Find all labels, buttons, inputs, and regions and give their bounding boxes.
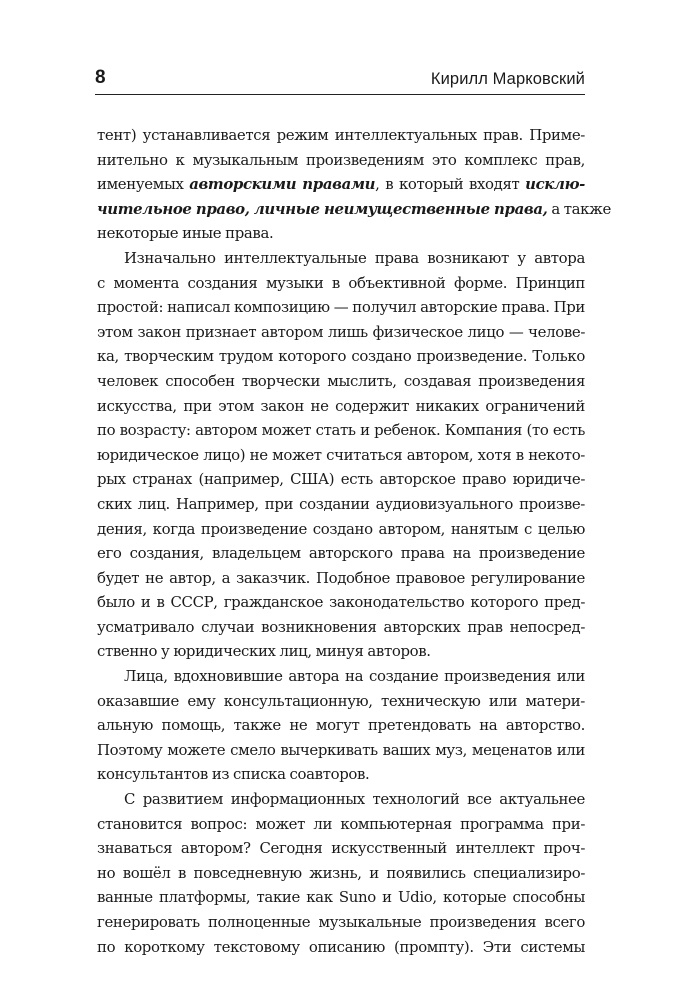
text-run: а также <box>547 199 611 218</box>
text-line <box>97 148 585 173</box>
text-run: ка, творческим трудом которого создано произведение. Только <box>97 347 585 366</box>
text-run: , в который входят <box>375 175 526 194</box>
author-name: Кирилл Марковский <box>430 70 585 88</box>
text-line <box>97 738 585 763</box>
text-line <box>97 910 585 935</box>
text-run: этом закон признает автором лишь физическое лицо — челове- <box>97 322 585 341</box>
text-line <box>97 517 585 542</box>
text-run: знаваться автором? Сегодня искусственный интеллект проч- <box>97 839 585 858</box>
text-run: альную помощь, также не могут претендовать на авторство. <box>97 716 585 735</box>
text-line <box>97 394 585 419</box>
text-line <box>97 246 585 271</box>
text-run: именуемых <box>97 175 190 194</box>
text-run: было и в СССР, гражданское законодательство которого пред- <box>97 593 585 612</box>
text-line <box>97 861 585 886</box>
text-line <box>97 590 585 615</box>
text-run: дения, когда произведение создано автором, нанятым с целью <box>97 519 585 538</box>
text-run: оказавшие ему консультационную, техническую или матери- <box>97 691 585 710</box>
text-run: усматривало случаи возникновения авторских прав непосред- <box>97 617 585 636</box>
emphasized-term: исклю- <box>525 175 585 194</box>
text-line <box>97 344 585 369</box>
text-line <box>97 492 585 517</box>
text-line <box>97 689 585 714</box>
text-run: по короткому текстовому описанию (промпту). Эти системы <box>97 937 585 956</box>
text-run: ственно у юридических лиц, минуя авторов. <box>97 642 431 661</box>
text-run: Лица, вдохновившие автора на создание произведения или <box>124 667 585 686</box>
paragraph <box>97 787 585 959</box>
text-run: человек способен творчески мыслить, создавая произведения <box>97 371 585 390</box>
text-run: искусства, при этом закон не содержит никаких ограничений <box>97 396 585 415</box>
text-run: некоторые иные права. <box>97 224 274 243</box>
text-line <box>97 369 585 394</box>
text-line <box>97 221 585 246</box>
emphasized-term: чительное право, личные неимущественные права, <box>97 199 548 218</box>
text-run: по возрасту: автором может стать и ребенок. Компания (то есть <box>97 421 585 440</box>
text-line <box>97 935 585 960</box>
text-run: рых странах (например, США) есть авторское право юридиче- <box>97 470 585 489</box>
text-line <box>97 836 585 861</box>
text-line <box>97 541 585 566</box>
text-line <box>97 443 585 468</box>
text-run: но вошёл в повседневную жизнь, и появились специализиро- <box>97 863 585 882</box>
text-run: консультантов из списка соавторов. <box>97 765 370 784</box>
paragraph <box>97 123 611 246</box>
text-line <box>97 418 585 443</box>
text-run: юридическое лицо) не может считаться автором, хотя в некото- <box>97 445 585 464</box>
text-line <box>97 762 585 787</box>
text-line <box>97 885 585 910</box>
text-line <box>97 664 585 689</box>
text-run: ванные платформы, такие как Suno и Udio, которые способны <box>97 888 585 907</box>
text-line <box>97 713 585 738</box>
text-line <box>97 172 585 197</box>
text-run: Изначально интеллектуальные права возникают у автора <box>124 248 585 267</box>
text-line <box>97 467 585 492</box>
text-run: будет не автор, а заказчик. Подобное правовое регулирование <box>97 568 585 587</box>
text-line <box>97 639 585 664</box>
text-run: становится вопрос: может ли компьютерная программа при- <box>97 814 585 833</box>
text-run: генерировать полноценные музыкальные произведения всего <box>97 913 585 931</box>
paragraph <box>97 246 585 664</box>
text-run: нительно к музыкальным произведениям это комплекс прав, <box>97 150 585 169</box>
text-run: его создания, владельцем авторского права на произведение <box>97 544 585 563</box>
text-line <box>97 812 585 837</box>
body-text <box>97 123 611 959</box>
text-line <box>97 197 611 222</box>
text-line <box>97 787 585 812</box>
text-line <box>97 615 585 640</box>
text-run: тент) устанавливается режим интеллектуальных прав. Приме- <box>97 126 585 144</box>
text-run: ских лиц. Например, при создании аудиовизуального произве- <box>97 494 585 513</box>
paragraph <box>97 664 585 787</box>
text-line <box>97 123 585 148</box>
text-line <box>97 271 585 296</box>
text-line <box>97 320 585 345</box>
emphasized-term: авторскими правами <box>189 175 376 194</box>
text-run: с момента создания музыки в объективной форме. Принцип <box>97 273 585 292</box>
text-run: Поэтому можете смело вычеркивать ваших муз, меценатов или <box>97 740 585 759</box>
page-number: 8 <box>95 67 106 88</box>
running-head <box>95 66 585 95</box>
text-run: простой: написал композицию — получил авторские права. При <box>97 298 585 317</box>
text-line <box>97 566 585 591</box>
text-run: С развитием информационных технологий все актуальнее <box>124 790 585 809</box>
text-line <box>97 295 585 320</box>
